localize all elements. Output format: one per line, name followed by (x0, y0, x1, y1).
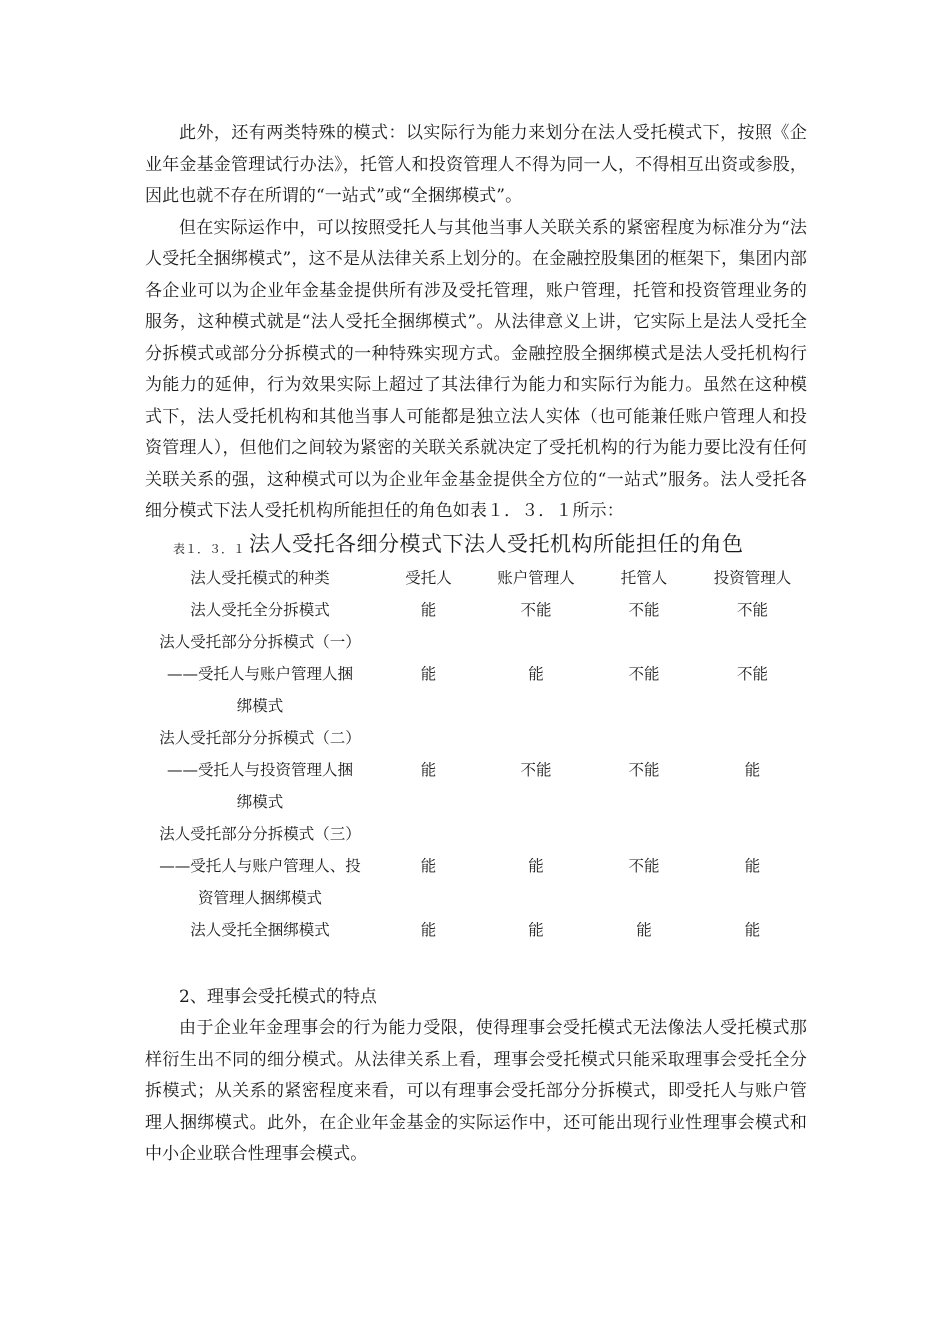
mode-line: 法人受托全分拆模式 (190, 600, 330, 619)
mode-cell (145, 594, 375, 626)
value-cell: 不能 (736, 600, 768, 619)
value-cell: 不能 (520, 600, 552, 619)
table-caption (145, 528, 807, 562)
roles-table (145, 562, 807, 946)
value-cell: 能 (528, 920, 544, 939)
value-cell: 能 (528, 664, 544, 683)
value-cell: 能 (420, 664, 437, 683)
value-cell: 不能 (628, 664, 660, 683)
value-cell: 不能 (520, 760, 552, 779)
header-custodian: 托管人 (620, 568, 668, 587)
value-cell: 能 (420, 760, 437, 779)
value-cell: 能 (420, 600, 437, 619)
header-mode-type: 法人受托模式的种类 (190, 568, 330, 587)
mode-cell (145, 626, 375, 722)
table-row (145, 722, 807, 818)
section-heading: 2、理事会受托模式的特点 (179, 986, 377, 1007)
paragraph-council-trustee: 由于企业年金理事会的行为能力受限，使得理事会受托模式无法像法人受托模式那样衍生出不同的细分模式。从法律关系上看，理事会受托模式只能采取理事会受托全分拆模式；从关系的紧密程度来看，可以有理事会受托部分分拆模式，即受托人与账户管理人捆绑模式。此外，在企业年金基金的实际运作中，还可能出现行业性理事会模式和中小企业联合性理事会模式。 (145, 1018, 807, 1164)
table-row (145, 818, 807, 914)
value-cell: 不能 (628, 760, 660, 779)
header-trustee: 受托人 (405, 568, 452, 587)
table-row (145, 626, 807, 722)
table-title: 法人受托各细分模式下法人受托机构所能担任的角色 (249, 531, 744, 556)
value-cell: 能 (744, 760, 761, 779)
mode-cell (145, 914, 375, 946)
paragraph-special-modes: 此外，还有两类特殊的模式：以实际行为能力来划分在法人受托模式下，按照《企业年金基金管理试行办法》，托管人和投资管理人不得为同一人，不得相互出资或参股，因此也就不存在所谓的“一站式”或“全捆绑模式”。 (145, 123, 807, 206)
table-number: 表１．３．１ (173, 541, 246, 556)
value-cell: 不能 (628, 856, 660, 875)
value-cell: 能 (636, 920, 652, 939)
mode-line: 法人受托全捆绑模式 (190, 920, 330, 939)
mode-line: 法人受托部分分拆模式（一） (159, 632, 361, 651)
value-cell: 能 (420, 856, 437, 875)
table-row (145, 914, 807, 946)
value-cell: 不能 (628, 600, 660, 619)
mode-line: 绑模式 (236, 696, 284, 715)
header-investment-manager: 投资管理人 (713, 568, 792, 587)
value-cell: 能 (744, 920, 761, 939)
mode-cell (145, 818, 375, 914)
value-cell: 能 (744, 856, 761, 875)
value-cell: 不能 (736, 664, 768, 683)
mode-line: 资管理人捆绑模式 (197, 888, 322, 907)
mode-line: ——受托人与账户管理人捆 (166, 664, 353, 683)
table-header-row (145, 562, 807, 594)
document-page (145, 118, 807, 1171)
table-row (145, 594, 807, 626)
value-cell: 能 (420, 920, 437, 939)
mode-line: 法人受托部分分拆模式（二） (159, 728, 361, 747)
paragraph-full-bundle: 但在实际运作中，可以按照受托人与其他当事人关联关系的紧密程度为标准分为“法人受托全捆绑模式”，这不是从法律关系上划分的。在金融控股集团的框架下，集团内部各企业可以为企业年金基金提供所有涉及受托管理，账户管理，托管和投资管理业务的服务，这种模式就是“法人受托全捆绑模式”。从法律意义上讲，它实际上是法人受托全分拆模式或部分分拆模式的一种特殊实现方式。金融控股全捆绑模式是法人受托机构行为能力的延伸，行为效果实际上超过了其法律行为能力和实际行为能力。虽然在这种模式下，法人受托机构和其他当事人可能都是独立法人实体（也可能兼任账户管理人和投资管理人），但他们之间较为紧密的关联关系就决定了受托机构的行为能力要比没有任何关联关系的强，这种模式可以为企业年金基金提供全方位的“一站式”服务。法人受托各细分模式下法人受托机构所能担任的角色如表１．３．１所示： (145, 217, 807, 521)
mode-line: 绑模式 (236, 792, 284, 811)
header-account-manager: 账户管理人 (497, 568, 575, 587)
mode-line: ——受托人与投资管理人捆 (166, 760, 353, 779)
mode-line: 法人受托部分分拆模式（三） (159, 824, 361, 843)
value-cell: 能 (528, 856, 544, 875)
mode-line: ——受托人与账户管理人、投 (159, 856, 361, 875)
mode-cell (145, 722, 375, 818)
